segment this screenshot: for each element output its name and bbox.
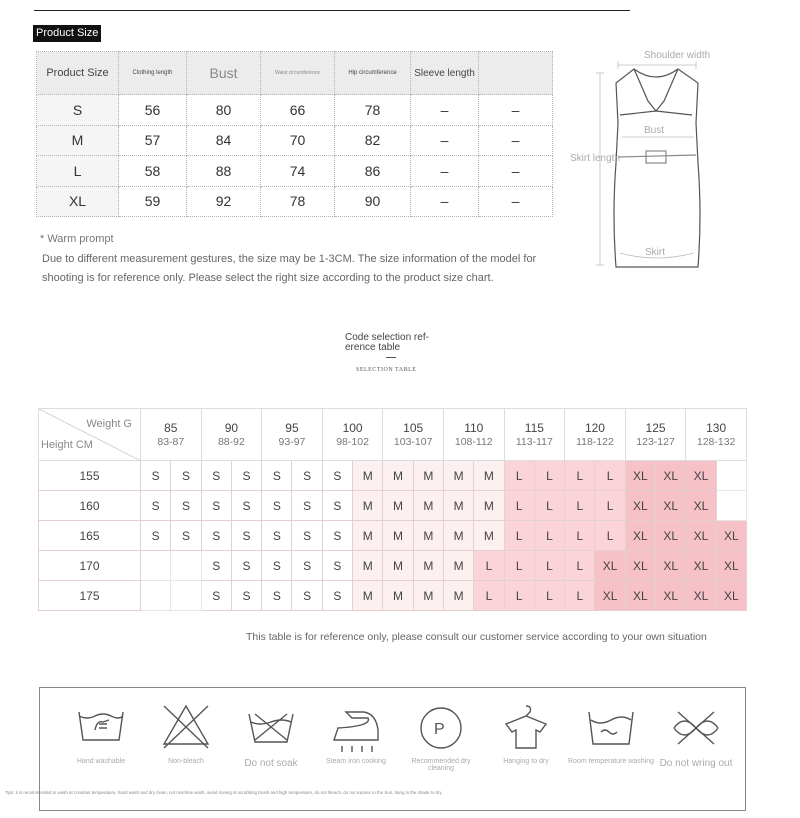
size-cell: M [413, 551, 443, 581]
size-cell: M [353, 461, 383, 491]
table-cell: 70 [261, 125, 335, 156]
weight-header [443, 409, 504, 461]
size-cell: S [322, 551, 352, 581]
size-cell: M [383, 551, 413, 581]
size-cell: S [141, 461, 171, 491]
table-row [37, 125, 553, 156]
size-cell: S [262, 521, 292, 551]
height-cell: 175 [39, 581, 141, 611]
size-cell: M [413, 521, 443, 551]
table-cell: – [411, 125, 479, 156]
weight-range: 83-87 [157, 435, 185, 448]
size-cell: S [231, 551, 261, 581]
size-cell: S [231, 521, 261, 551]
size-cell: XL [625, 461, 655, 491]
table-cell: 59 [119, 186, 187, 217]
size-cell: S [201, 491, 231, 521]
weight-range: 113-117 [515, 435, 553, 448]
size-cell: L [595, 461, 625, 491]
weight-range: 93-97 [278, 435, 306, 448]
weight-header [201, 409, 262, 461]
size-cell: S [322, 491, 352, 521]
header-sleeve-length: Sleeve length [411, 52, 479, 95]
header-clothing-length: Clothing length [119, 52, 187, 95]
weight-value: 105 [403, 420, 424, 435]
size-cell: M [443, 551, 473, 581]
size-cell: XL [625, 581, 655, 611]
selection-table [38, 408, 747, 611]
height-cell: 160 [39, 491, 141, 521]
table-row [39, 551, 747, 581]
size-cell: M [383, 521, 413, 551]
table-cell: 74 [261, 156, 335, 187]
warm-prompt-title: * Warm prompt [40, 233, 114, 245]
size-cell: S [322, 581, 352, 611]
size-cell: XL [625, 491, 655, 521]
size-cell: L [595, 521, 625, 551]
care-tips: Tips: it is recommended to wash at constant temperature, hand wash and dry clean, not machine wash, avoid ironing at scrubbing brush and high temperature, do not bleach, do not expose to the Sun, hang in the shade to dry. [5, 790, 443, 795]
size-cell: S [201, 551, 231, 581]
warm-prompt-line-2: shooting is for reference only. Please select the right size according to the product size chart. [42, 272, 494, 284]
size-cell: S [262, 491, 292, 521]
size-cell: S [292, 521, 322, 551]
size-cell: XL [595, 581, 625, 611]
header-product-size: Product Size [37, 52, 119, 95]
title-divider [386, 357, 396, 358]
size-cell: M [37, 125, 119, 156]
table-row [37, 156, 553, 187]
table-cell: 84 [187, 125, 261, 156]
size-cell: M [474, 521, 504, 551]
selection-title [345, 333, 445, 353]
table-cell: 88 [187, 156, 261, 187]
size-cell: L [534, 551, 564, 581]
weight-header [322, 409, 383, 461]
size-cell: L [565, 581, 595, 611]
size-cell: S [292, 491, 322, 521]
table-cell: 82 [335, 125, 411, 156]
weight-value: 120 [584, 420, 605, 435]
size-cell: S [201, 581, 231, 611]
size-cell: L [534, 521, 564, 551]
size-cell: XL [625, 551, 655, 581]
size-cell: L [565, 491, 595, 521]
selection-header [39, 409, 747, 461]
label-skirt-length: Skirt length [570, 153, 620, 164]
weight-range: 118-122 [576, 435, 614, 448]
size-cell: L [37, 156, 119, 187]
table-row [39, 581, 747, 611]
weight-header [262, 409, 323, 461]
size-cell: L [534, 491, 564, 521]
size-cell: M [353, 521, 383, 551]
size-cell: XL [686, 461, 716, 491]
size-cell: S [262, 551, 292, 581]
header-bust: Bust [187, 52, 261, 95]
table-cell: 56 [119, 95, 187, 126]
care-item [568, 700, 654, 765]
weight-header [383, 409, 444, 461]
size-cell: L [565, 461, 595, 491]
table-cell: – [411, 156, 479, 187]
size-cell [141, 551, 171, 581]
weight-range: 108-112 [454, 435, 493, 448]
size-cell: M [443, 581, 473, 611]
size-cell: XL [716, 581, 746, 611]
size-cell [141, 581, 171, 611]
size-cell: M [353, 551, 383, 581]
size-cell: L [565, 521, 595, 551]
care-item [58, 700, 144, 765]
size-cell: S [322, 521, 352, 551]
size-cell: S [231, 461, 261, 491]
size-cell: S [231, 581, 261, 611]
care-item [313, 700, 399, 765]
care-item [143, 700, 229, 765]
weight-range: 98-102 [336, 435, 369, 448]
table-row [37, 186, 553, 217]
size-cell [716, 461, 746, 491]
weight-value: 90 [224, 420, 239, 435]
product-size-header [37, 52, 553, 95]
size-cell: XL [686, 521, 716, 551]
table-cell: 80 [187, 95, 261, 126]
svg-text:P: P [434, 721, 445, 738]
care-label: Hanging to dry [503, 758, 549, 765]
size-cell: M [474, 491, 504, 521]
label-shoulder-width: Shoulder width [644, 50, 711, 61]
table-cell: – [479, 125, 553, 156]
size-cell: XL [716, 551, 746, 581]
table-cell: 92 [187, 186, 261, 217]
weight-value: 115 [524, 420, 544, 435]
size-cell: M [383, 491, 413, 521]
warm-prompt-line-1: Due to different measurement gestures, the size may be 1-3CM. The size information of the model for [42, 253, 537, 265]
size-cell: M [443, 491, 473, 521]
size-cell: S [201, 461, 231, 491]
table-row [37, 95, 553, 126]
size-cell: S [141, 521, 171, 551]
top-divider [34, 10, 630, 11]
size-cell: S [37, 95, 119, 126]
size-cell: XL [37, 186, 119, 217]
size-cell: M [443, 521, 473, 551]
weight-value: 95 [285, 420, 299, 435]
table-row [39, 521, 747, 551]
table-cell: 86 [335, 156, 411, 187]
size-cell: S [201, 521, 231, 551]
size-cell: L [504, 581, 534, 611]
size-cell: S [231, 491, 261, 521]
size-cell: XL [595, 551, 625, 581]
weight-value: 130 [706, 420, 727, 435]
weight-range: 123-127 [636, 435, 675, 448]
table-cell: 78 [261, 186, 335, 217]
size-cell: M [383, 461, 413, 491]
size-cell: M [353, 491, 383, 521]
size-cell: M [443, 461, 473, 491]
size-cell: S [171, 491, 201, 521]
size-cell: L [474, 551, 504, 581]
hang-dry-icon [498, 700, 554, 754]
product-size-badge: Product Size [33, 25, 101, 42]
care-label: Steam iron cooking [326, 758, 386, 765]
size-cell: S [322, 461, 352, 491]
table-cell: – [479, 95, 553, 126]
table-cell: – [479, 186, 553, 217]
label-bust: Bust [644, 125, 665, 136]
size-cell: S [292, 551, 322, 581]
size-cell: XL [656, 521, 686, 551]
dry-clean-icon [413, 700, 469, 754]
care-label: Room temperature washing [568, 758, 654, 765]
size-cell: XL [716, 521, 746, 551]
weight-header [141, 409, 202, 461]
care-item [483, 700, 569, 765]
care-item [653, 700, 739, 769]
size-cell [171, 581, 201, 611]
size-cell: S [262, 461, 292, 491]
corner-weight-label: Weight G [86, 418, 132, 430]
care-item [228, 700, 314, 769]
weight-header [686, 409, 747, 461]
steam-iron-icon [328, 700, 384, 754]
table-cell: 78 [335, 95, 411, 126]
selection-title-line-1: Code selection ref- [345, 332, 429, 343]
warm-prompt-text [42, 250, 547, 288]
hand-wash-icon [73, 700, 129, 754]
size-cell: XL [686, 551, 716, 581]
height-cell: 170 [39, 551, 141, 581]
size-cell: M [413, 491, 443, 521]
weight-value: 125 [645, 420, 666, 435]
header-hip: Hip circumference [335, 52, 411, 95]
weight-range: 128-132 [696, 435, 736, 448]
table-cell: 66 [261, 95, 335, 126]
size-cell: L [534, 461, 564, 491]
header-empty [479, 52, 553, 95]
weight-value: 110 [464, 420, 484, 435]
size-cell: S [292, 581, 322, 611]
size-cell: M [474, 461, 504, 491]
size-cell: XL [625, 521, 655, 551]
weight-header [625, 409, 686, 461]
product-size-table [36, 51, 553, 217]
size-cell: L [504, 491, 534, 521]
height-cell: 155 [39, 461, 141, 491]
size-cell: XL [656, 581, 686, 611]
size-cell: S [171, 521, 201, 551]
no-bleach-icon [158, 700, 214, 754]
corner-height-label: Height CM [41, 439, 93, 451]
dress-measurement-diagram [566, 45, 750, 275]
table-cell: – [411, 95, 479, 126]
size-cell: L [595, 491, 625, 521]
care-label: Hand washable [76, 758, 126, 765]
header-waist: Waist circumference [261, 52, 335, 95]
size-cell [171, 551, 201, 581]
weight-range: 88-92 [217, 435, 245, 448]
do-not-soak-icon [243, 700, 299, 754]
table-row [39, 461, 747, 491]
size-cell: L [534, 581, 564, 611]
size-cell: M [413, 581, 443, 611]
size-cell: XL [686, 581, 716, 611]
size-cell: L [504, 551, 534, 581]
room-temp-wash-icon [583, 700, 639, 754]
care-label: Do not wring out [659, 758, 733, 769]
table-cell: 58 [119, 156, 187, 187]
size-cell: L [504, 521, 534, 551]
care-label: Recommended dry cleaning [411, 758, 471, 772]
weight-header [565, 409, 626, 461]
care-item [398, 700, 484, 772]
weight-header [504, 409, 565, 461]
table-row [39, 491, 747, 521]
weight-value: 85 [164, 420, 178, 435]
selection-note: This table is for reference only, please consult our customer service according to your own situation [246, 631, 707, 643]
table-cell: – [411, 186, 479, 217]
size-cell: S [292, 461, 322, 491]
table-cell: 57 [119, 125, 187, 156]
selection-title-line-2: erence table [345, 342, 401, 353]
size-cell: XL [656, 551, 686, 581]
size-cell: S [171, 461, 201, 491]
size-cell: L [474, 581, 504, 611]
size-cell: L [565, 551, 595, 581]
care-label: Do not soak [244, 758, 298, 769]
size-cell: M [383, 581, 413, 611]
do-not-wring-icon [668, 700, 724, 754]
weight-value: 100 [342, 420, 363, 435]
size-cell: S [262, 581, 292, 611]
weight-range: 103-107 [393, 435, 433, 448]
size-cell: S [141, 491, 171, 521]
table-cell: – [479, 156, 553, 187]
selection-subtitle: SELECTION TABLE [356, 367, 417, 373]
size-cell: XL [656, 461, 686, 491]
size-cell: XL [656, 491, 686, 521]
size-cell: XL [686, 491, 716, 521]
height-cell: 165 [39, 521, 141, 551]
size-cell [716, 491, 746, 521]
label-skirt: Skirt [645, 247, 665, 258]
corner-cell [39, 409, 141, 461]
size-cell: M [353, 581, 383, 611]
table-cell: 90 [335, 186, 411, 217]
size-cell: M [413, 461, 443, 491]
care-label: Non-bleach [168, 758, 204, 765]
size-cell: L [504, 461, 534, 491]
